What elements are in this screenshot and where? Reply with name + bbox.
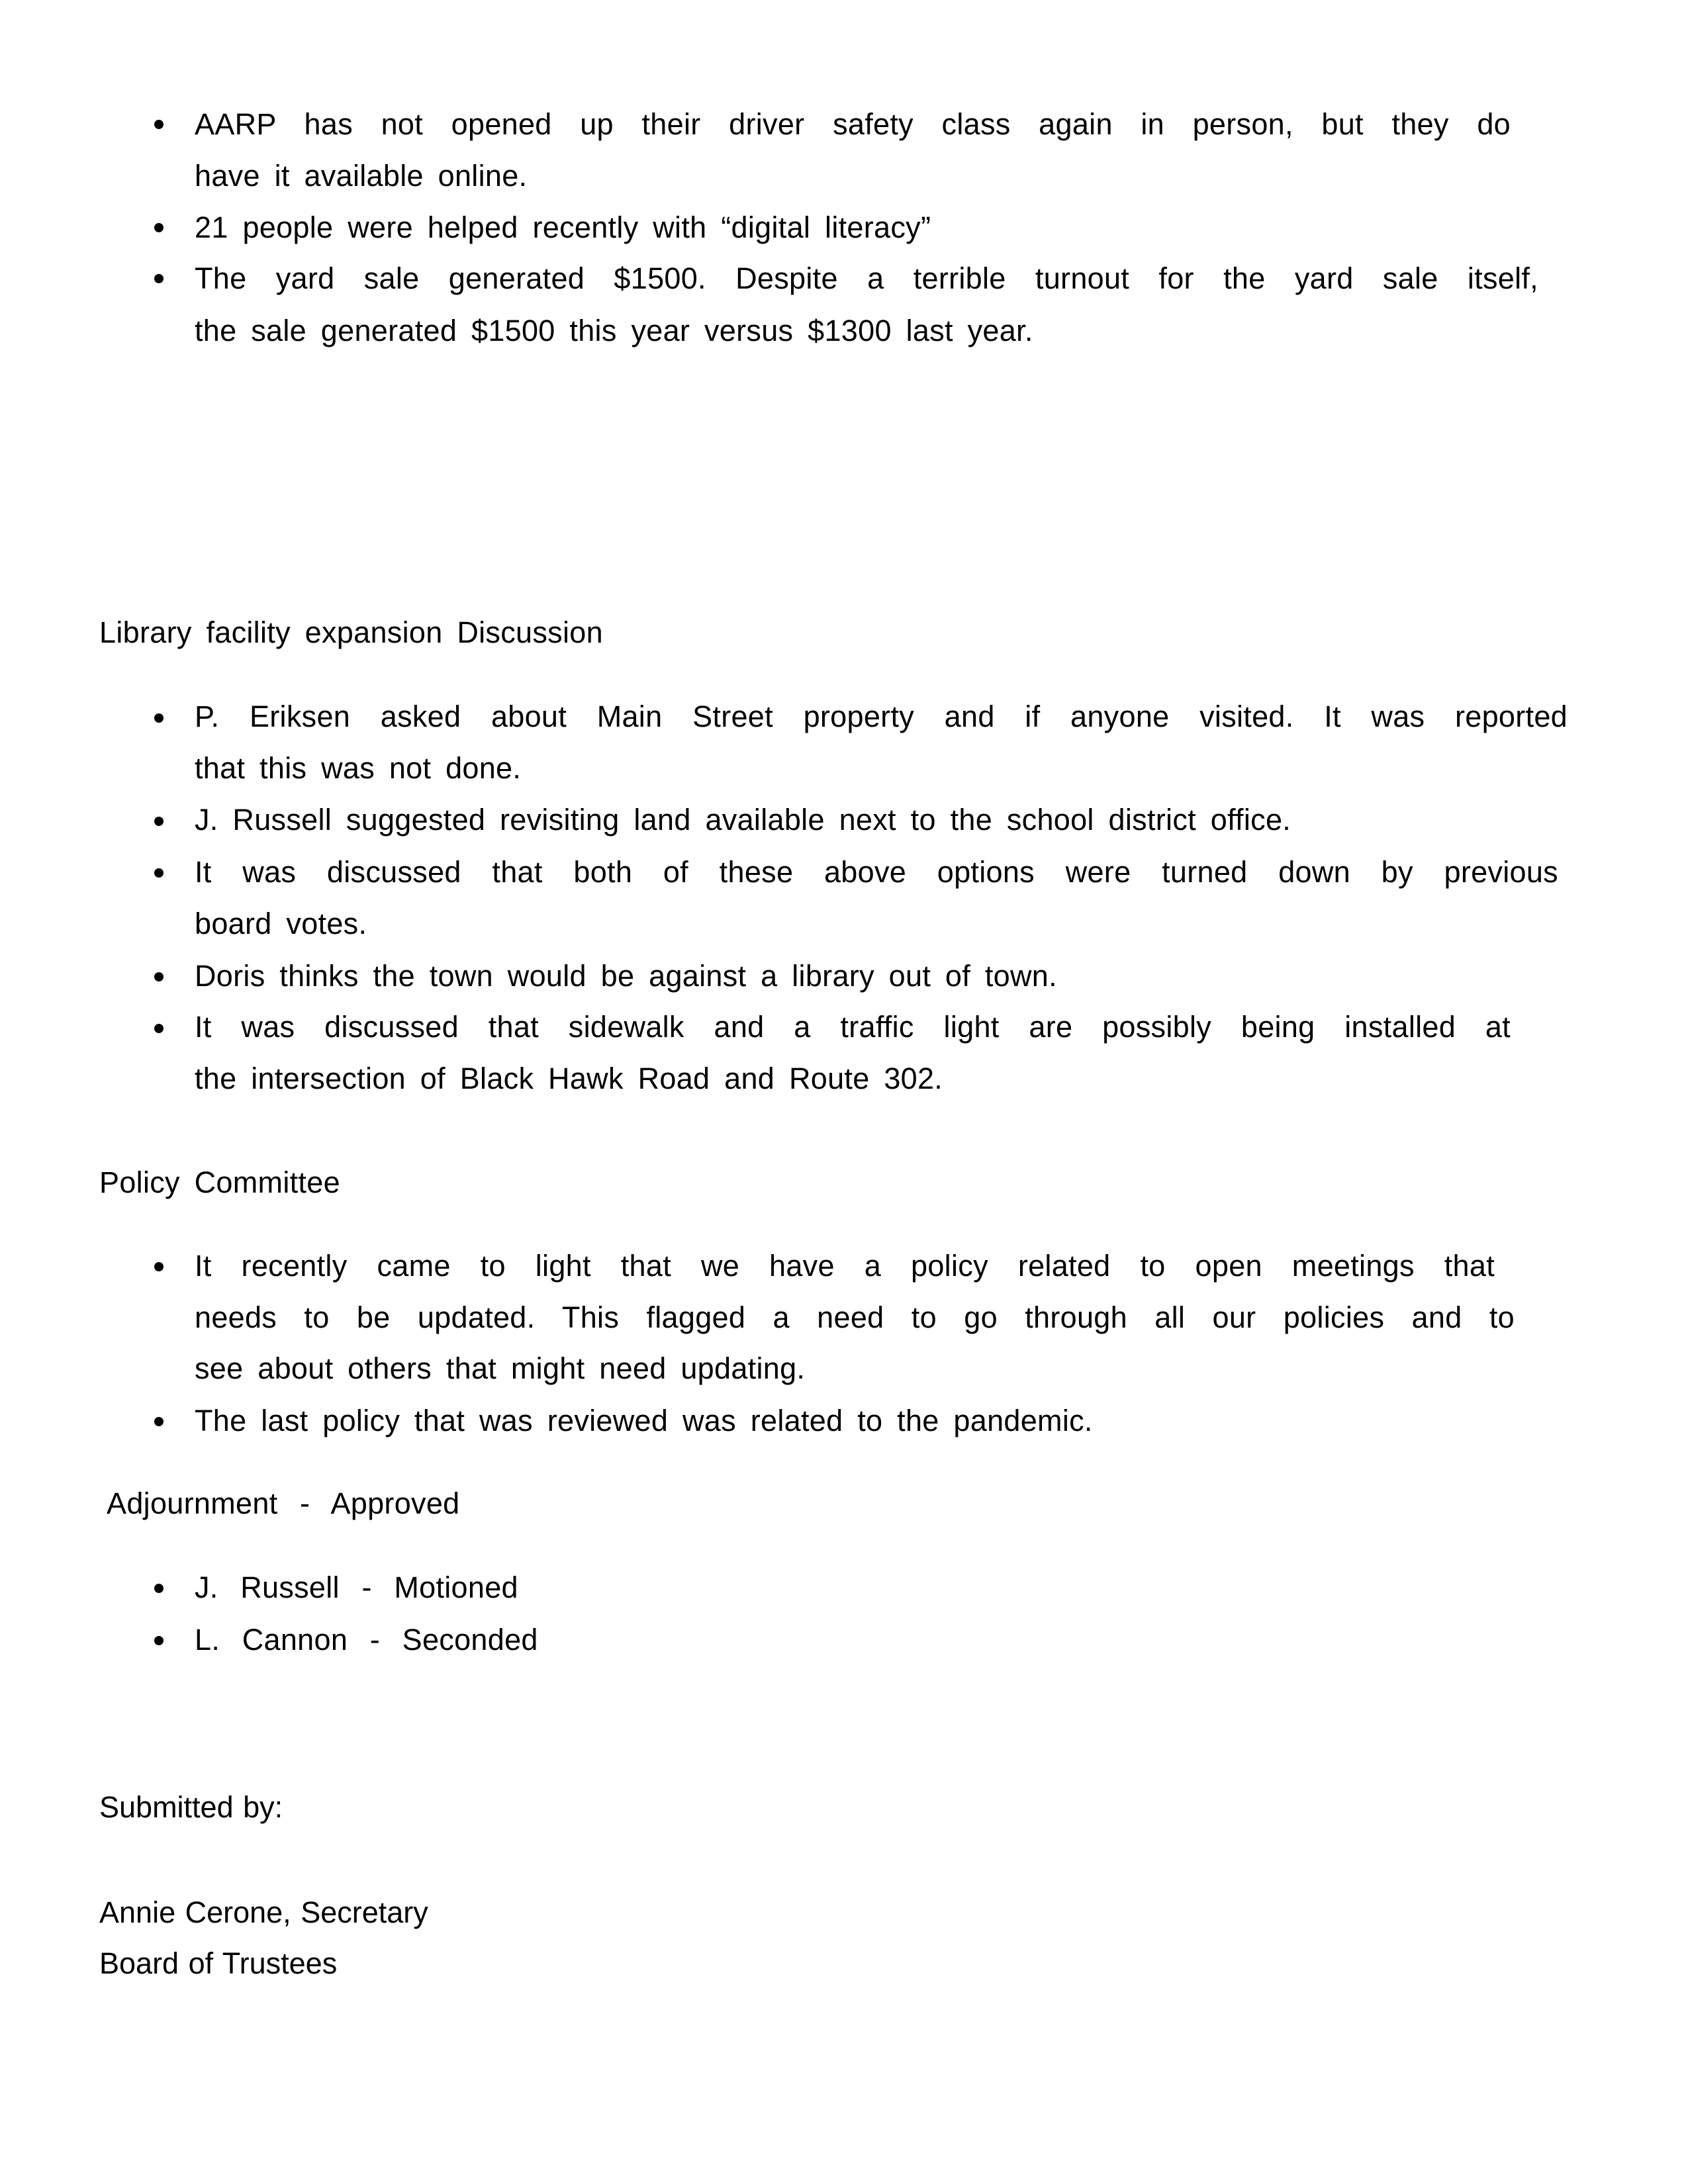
bullet-text: that this was not done. (195, 751, 522, 785)
signer-title: Board of Trustees (99, 1946, 338, 1980)
bullet-icon (154, 972, 164, 981)
bullet-text: It was discussed that sidewalk and a traffic light are possibly being installed at (195, 1010, 1511, 1044)
section-heading: Library facility expansion Discussion (99, 615, 603, 649)
bullet-icon (154, 1024, 164, 1033)
bullet-text: the sale generated $1500 this year versus $1300 last year. (195, 314, 1033, 347)
bullet-text: P. Eriksen asked about Main Street property and if anyone visited. It was reported (195, 700, 1568, 733)
submitted-by-label: Submitted by: (99, 1790, 283, 1824)
bullet-icon (154, 223, 164, 232)
bullet-text: The last policy that was reviewed was related to the pandemic. (195, 1404, 1093, 1437)
bullet-icon (154, 1636, 164, 1645)
bullet-icon (154, 120, 164, 129)
bullet-text: J. Russell suggested revisiting land available next to the school district office. (195, 803, 1291, 837)
bullet-icon (154, 1262, 164, 1271)
section-heading: Policy Committee (99, 1165, 340, 1199)
bullet-text: J. Russell - Motioned (195, 1570, 518, 1604)
section-heading: Adjournment - Approved (107, 1486, 460, 1520)
bullet-text: It recently came to light that we have a policy related to open meetings that (195, 1249, 1495, 1283)
bullet-text: 21 people were helped recently with “digital literacy” (195, 210, 931, 244)
bullet-text: see about others that might need updating. (195, 1351, 806, 1385)
bullet-text: board votes. (195, 907, 367, 940)
bullet-icon (154, 868, 164, 878)
bullet-text: have it available online. (195, 159, 528, 193)
bullet-icon (154, 1584, 164, 1593)
bullet-text: The yard sale generated $1500. Despite a terrible turnout for the yard sale itself, (195, 261, 1538, 295)
bullet-text: needs to be updated. This flagged a need to go through all our policies and to (195, 1300, 1515, 1334)
bullet-text: AARP has not opened up their driver safety class again in person, but they do (195, 107, 1511, 141)
signer-name: Annie Cerone, Secretary (99, 1895, 428, 1929)
bullet-icon (154, 274, 164, 283)
bullet-icon (154, 817, 164, 826)
bullet-icon (154, 1417, 164, 1426)
bullet-text: It was discussed that both of these above options were turned down by previous (195, 855, 1558, 889)
bullet-text: the intersection of Black Hawk Road and Route 302. (195, 1062, 943, 1095)
bullet-icon (154, 713, 164, 723)
bullet-text: Doris thinks the town would be against a library out of town. (195, 959, 1057, 993)
bullet-text: L. Cannon - Seconded (195, 1623, 538, 1657)
